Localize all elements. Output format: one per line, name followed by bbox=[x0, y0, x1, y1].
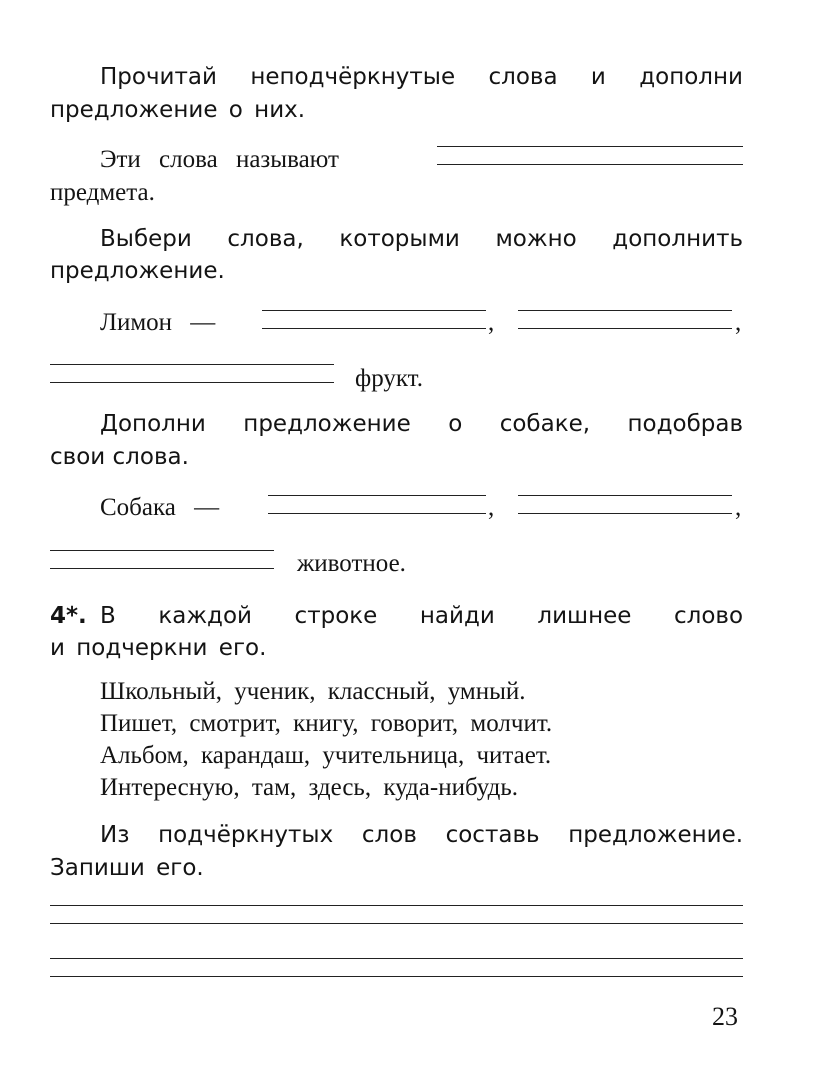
comma: , bbox=[735, 494, 742, 521]
task-read-line2: предложение о них. bbox=[50, 97, 306, 123]
word: каждой bbox=[158, 603, 252, 629]
word: предложение bbox=[243, 411, 411, 437]
answer-line-7[interactable] bbox=[50, 550, 274, 570]
word: слов bbox=[361, 822, 417, 848]
word: составь bbox=[445, 822, 540, 848]
task-choose-line1 bbox=[100, 226, 743, 252]
word: найди bbox=[419, 603, 495, 629]
answer-line-6[interactable] bbox=[518, 495, 732, 515]
word-row: Пишет, смотрит, книгу, говорит, молчит. bbox=[100, 710, 553, 737]
task-dog-line2: свои слова. bbox=[50, 444, 189, 470]
word: лишнее bbox=[537, 603, 632, 629]
word-row: Школьный, ученик, классный, умный. bbox=[100, 678, 526, 705]
word: Дополни bbox=[100, 411, 206, 437]
task-compose-line2: Запиши его. bbox=[50, 855, 204, 881]
word: Из bbox=[100, 822, 130, 848]
word: и bbox=[590, 64, 606, 90]
word: которыми bbox=[339, 226, 460, 252]
lemon-end: фрукт. bbox=[355, 365, 423, 392]
dog-end: животное. bbox=[297, 550, 406, 577]
word: дополни bbox=[639, 64, 743, 90]
task-choose-line2: предложение. bbox=[50, 258, 225, 284]
word: слова, bbox=[227, 226, 304, 252]
comma: , bbox=[735, 309, 742, 336]
comma: , bbox=[488, 494, 495, 521]
dog-start: Собака — bbox=[100, 494, 220, 521]
word: предложение. bbox=[568, 822, 744, 848]
word-row: Интересную, там, здесь, куда-нибудь. bbox=[100, 774, 519, 801]
lemon-start: Лимон — bbox=[100, 309, 216, 336]
sentence1-end: предмета. bbox=[50, 179, 155, 206]
word: о bbox=[448, 411, 463, 437]
task4-line2: и подчеркни его. bbox=[50, 635, 267, 661]
word: Прочитай bbox=[100, 64, 217, 90]
word: неподчёркнутые bbox=[250, 64, 456, 90]
answer-line-1[interactable] bbox=[437, 146, 743, 166]
task-compose-line1 bbox=[100, 822, 743, 848]
word: слова bbox=[488, 64, 558, 90]
task4-number: 4*. bbox=[50, 603, 87, 629]
word: слово bbox=[673, 603, 744, 629]
word: можно bbox=[495, 226, 577, 252]
page-number: 23 bbox=[712, 1002, 738, 1031]
answer-line-4[interactable] bbox=[50, 364, 334, 384]
task-read-line1 bbox=[100, 64, 743, 90]
writing-lines-1[interactable] bbox=[50, 905, 743, 925]
sentence1-start: Эти слова называют bbox=[100, 146, 339, 173]
answer-line-5[interactable] bbox=[268, 495, 486, 515]
word-row: Альбом, карандаш, учительница, читает. bbox=[100, 742, 552, 769]
word: В bbox=[100, 603, 116, 629]
answer-line-2[interactable] bbox=[262, 310, 486, 330]
word: Выбери bbox=[100, 226, 192, 252]
task-dog-line1 bbox=[100, 411, 743, 437]
word: дополнить bbox=[612, 226, 744, 252]
comma: , bbox=[488, 309, 495, 336]
answer-line-3[interactable] bbox=[518, 310, 732, 330]
writing-lines-2[interactable] bbox=[50, 958, 743, 978]
word: подчёркнутых bbox=[158, 822, 334, 848]
word: строке bbox=[294, 603, 378, 629]
word: собаке, bbox=[499, 411, 591, 437]
word: подобрав bbox=[627, 411, 744, 437]
task4-line1 bbox=[100, 603, 743, 629]
